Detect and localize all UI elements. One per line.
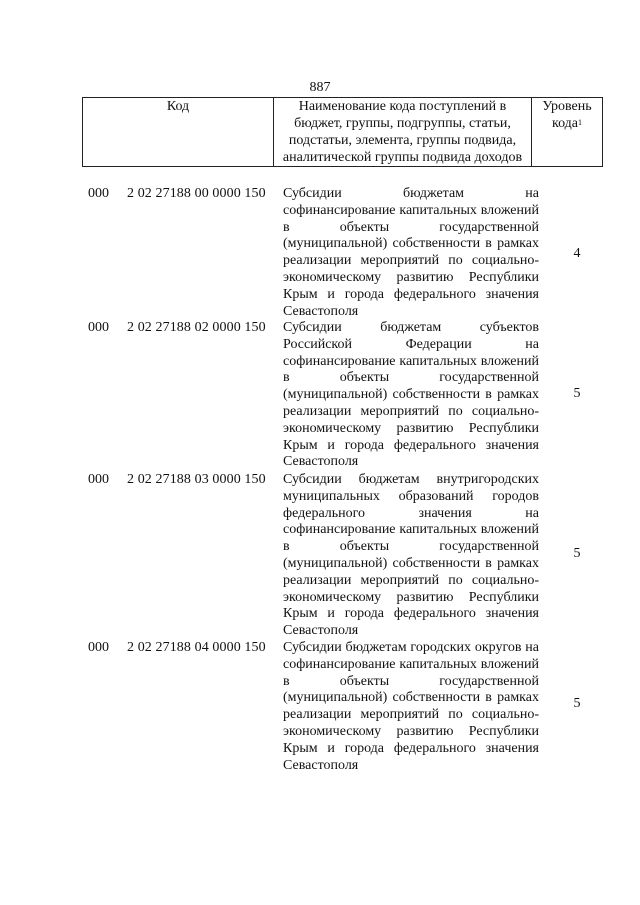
row-level: 5 xyxy=(573,546,581,561)
row-name: Субсидии бюджетам внутригородских муниципальных образований городов федерального значения на софинансирование капитальных вложений в объекты государственной (муниципальной) собственности в рамках реализации мероприятий по социально-экономическому развитию Республики Крым и города федерального значения Севастополя xyxy=(283,472,539,639)
row-prefix: 000 xyxy=(88,186,109,201)
row-level: 5 xyxy=(573,696,581,711)
row-name: Субсидии бюджетам городских округов на софинансирование капитальных вложений в объекты государственной (муниципальной) собственности в рамках реализации мероприятий по социально-экономическому развитию Республики Крым и города федерального значения Севастополя xyxy=(283,640,539,773)
row-prefix: 000 xyxy=(88,472,109,487)
row-prefix: 000 xyxy=(88,320,109,335)
header-code: Код xyxy=(83,98,274,167)
header-level xyxy=(532,98,603,167)
row-code: 2 02 27188 00 0000 150 xyxy=(127,186,266,201)
row-level: 5 xyxy=(573,386,581,401)
page-number: 887 xyxy=(309,80,331,95)
row-name: Субсидии бюджетам на софинансирование капитальных вложений в объекты государственной (муниципальной) собственности в рамках реализации мероприятий по социально-экономическому развитию Республики Крым и города федерального значения Севастополя xyxy=(283,186,539,319)
header-level-label: Уровень кода xyxy=(542,99,592,131)
row-name: Субсидии бюджетам субъектов Российской Федерации на софинансирование капитальных вложений в объекты государственной (муниципальной) собственности в рамках реализации мероприятий по социально-экономическому развитию Республики Крым и города федерального значения Севастополя xyxy=(283,320,539,470)
row-level: 4 xyxy=(573,246,581,261)
row-prefix: 000 xyxy=(88,640,109,655)
header-name: Наименование кода поступлений в бюджет, группы, подгруппы, статьи, подстатьи, элемента, группы подвида, аналитической группы подвида доходов xyxy=(274,98,532,167)
row-code: 2 02 27188 03 0000 150 xyxy=(127,472,266,487)
row-code: 2 02 27188 04 0000 150 xyxy=(127,640,266,655)
row-code: 2 02 27188 02 0000 150 xyxy=(127,320,266,335)
header-level-footnote: 1 xyxy=(578,118,583,127)
table-header xyxy=(82,97,603,167)
